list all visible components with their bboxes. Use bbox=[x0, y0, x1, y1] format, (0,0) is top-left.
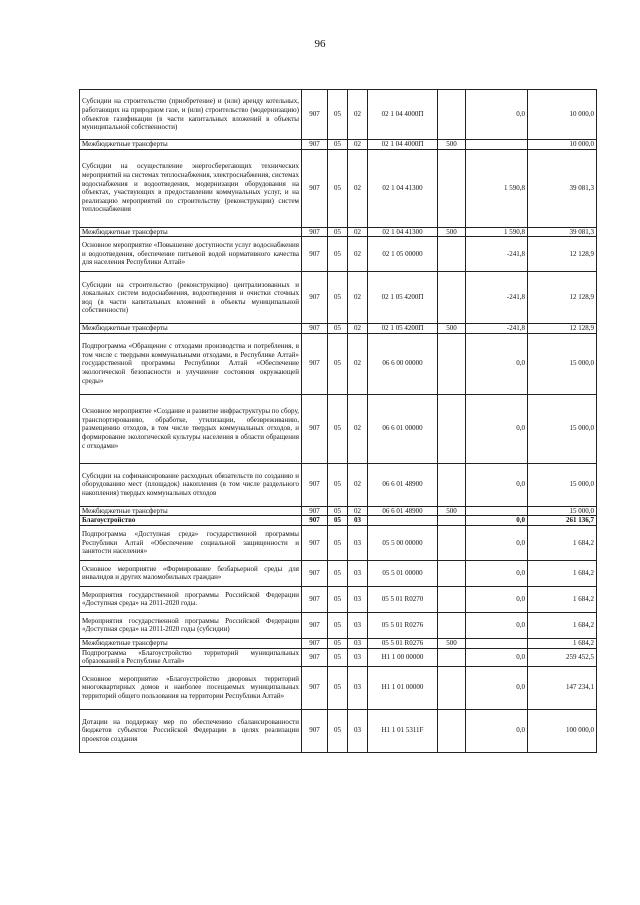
section-cell: 05 bbox=[328, 90, 348, 140]
section-cell: 05 bbox=[328, 666, 348, 709]
row-name-cell: Основное мероприятие «Формирование безбарьерной среды для инвалидов и других маломобильных граждан» bbox=[80, 560, 302, 586]
table-row bbox=[80, 638, 597, 648]
row-name-cell: Межбюджетные трансферты bbox=[80, 638, 302, 648]
amount-total-cell: 261 136,7 bbox=[528, 516, 597, 526]
row-name-cell: Субсидии на строительство (реконструкцию) централизованных и локальных систем водоснабжения, водоотведения и очистки сточных вод (в части капитальных вложений в объекты муниципальной собственности) bbox=[80, 272, 302, 324]
expense-type-cell bbox=[438, 648, 466, 666]
section-cell: 05 bbox=[328, 516, 348, 526]
amount-change-cell: 0,0 bbox=[466, 463, 528, 506]
target-article-cell: Н1 1 01 5311F bbox=[368, 709, 438, 752]
subsection-cell: 02 bbox=[348, 140, 368, 150]
amount-change-cell: -241,8 bbox=[466, 324, 528, 334]
expense-type-cell bbox=[438, 333, 466, 394]
row-name-cell: Субсидии на осуществление энергосберегающих технических мероприятий на системах теплоснабжения, электроснабжения, системах водоснабжения и водоотведения, модернизации оборудования на объектах, участвующих в предоставлении коммунальных услуг, и на реализацию мероприятий по строительству (реконструкции) систем теплоснабжения bbox=[80, 149, 302, 227]
section-cell: 05 bbox=[328, 394, 348, 463]
table-row bbox=[80, 612, 597, 638]
amount-total-cell: 12 128,9 bbox=[528, 324, 597, 334]
table-row bbox=[80, 525, 597, 560]
table-row bbox=[80, 272, 597, 324]
target-article-cell: 02 1 05 4200П bbox=[368, 272, 438, 324]
expense-type-cell bbox=[438, 237, 466, 272]
amount-change-cell bbox=[466, 506, 528, 516]
expense-type-cell bbox=[438, 272, 466, 324]
expense-type-cell: 500 bbox=[438, 140, 466, 150]
table-row bbox=[80, 394, 597, 463]
row-name-cell: Межбюджетные трансферты bbox=[80, 324, 302, 334]
row-name-cell: Межбюджетные трансферты bbox=[80, 227, 302, 237]
admin-code-cell: 907 bbox=[302, 648, 328, 666]
amount-change-cell: 0,0 bbox=[466, 648, 528, 666]
subsection-cell: 03 bbox=[348, 666, 368, 709]
section-cell: 05 bbox=[328, 525, 348, 560]
table-row bbox=[80, 227, 597, 237]
section-cell: 05 bbox=[328, 237, 348, 272]
expense-type-cell bbox=[438, 149, 466, 227]
expense-type-cell bbox=[438, 666, 466, 709]
amount-total-cell: 1 684,2 bbox=[528, 638, 597, 648]
amount-total-cell: 1 684,2 bbox=[528, 612, 597, 638]
table-row bbox=[80, 463, 597, 506]
amount-total-cell: 12 128,9 bbox=[528, 272, 597, 324]
admin-code-cell: 907 bbox=[302, 90, 328, 140]
subsection-cell: 02 bbox=[348, 227, 368, 237]
admin-code-cell: 907 bbox=[302, 586, 328, 612]
target-article-cell bbox=[368, 516, 438, 526]
expense-type-cell: 500 bbox=[438, 227, 466, 237]
table-row bbox=[80, 709, 597, 752]
amount-change-cell: -241,8 bbox=[466, 237, 528, 272]
amount-total-cell: 15 000,0 bbox=[528, 463, 597, 506]
table-row bbox=[80, 506, 597, 516]
section-cell: 05 bbox=[328, 586, 348, 612]
subsection-cell: 02 bbox=[348, 90, 368, 140]
amount-change-cell: -241,8 bbox=[466, 272, 528, 324]
row-name-cell: Основное мероприятие «Повышение доступности услуг водоснабжения и водоотведения, обеспечение питьевой водой нормативного качества для населения Республики Алтай» bbox=[80, 237, 302, 272]
admin-code-cell: 907 bbox=[302, 525, 328, 560]
subsection-cell: 02 bbox=[348, 506, 368, 516]
amount-change-cell: 0,0 bbox=[466, 560, 528, 586]
page-number: 96 bbox=[314, 38, 326, 50]
target-article-cell: 05 5 01 00000 bbox=[368, 560, 438, 586]
row-name-cell: Подпрограмма «Благоустройство территорий муниципальных образований в Республике Алтай» bbox=[80, 648, 302, 666]
row-name-cell: Подпрограмма «Обращение с отходами производства и потребления, в том числе с твердыми коммунальными отходами, в Республике Алтай» государственной программы Республики Алтай «Обеспечение экологической безопасности и улучшение состояния окружающей среды» bbox=[80, 333, 302, 394]
section-cell: 05 bbox=[328, 227, 348, 237]
amount-total-cell: 100 000,0 bbox=[528, 709, 597, 752]
table-row bbox=[80, 324, 597, 334]
target-article-cell: 02 1 04 4000П bbox=[368, 140, 438, 150]
row-name-cell: Благоустройство bbox=[80, 516, 302, 526]
section-cell: 05 bbox=[328, 560, 348, 586]
amount-total-cell: 39 081,3 bbox=[528, 149, 597, 227]
subsection-cell: 03 bbox=[348, 586, 368, 612]
admin-code-cell: 907 bbox=[302, 333, 328, 394]
table-row bbox=[80, 648, 597, 666]
amount-total-cell: 1 684,2 bbox=[528, 525, 597, 560]
subsection-cell: 03 bbox=[348, 648, 368, 666]
subsection-cell: 02 bbox=[348, 463, 368, 506]
amount-change-cell: 0,0 bbox=[466, 525, 528, 560]
amount-change-cell bbox=[466, 638, 528, 648]
expense-type-cell: 500 bbox=[438, 506, 466, 516]
admin-code-cell: 907 bbox=[302, 560, 328, 586]
subsection-cell: 02 bbox=[348, 394, 368, 463]
amount-change-cell bbox=[466, 140, 528, 150]
amount-change-cell: 0,0 bbox=[466, 586, 528, 612]
target-article-cell: 05 5 00 00000 bbox=[368, 525, 438, 560]
expense-type-cell bbox=[438, 516, 466, 526]
table-row bbox=[80, 149, 597, 227]
section-cell: 05 bbox=[328, 463, 348, 506]
amount-total-cell: 15 000,0 bbox=[528, 506, 597, 516]
target-article-cell: 06 6 01 00000 bbox=[368, 394, 438, 463]
admin-code-cell: 907 bbox=[302, 272, 328, 324]
row-name-cell: Дотации на поддержку мер по обеспечению сбалансированности бюджетов субъектов Российской Федерации в целях реализации проектов создания bbox=[80, 709, 302, 752]
section-cell: 05 bbox=[328, 612, 348, 638]
subsection-cell: 03 bbox=[348, 525, 368, 560]
amount-total-cell: 147 234,1 bbox=[528, 666, 597, 709]
budget-table bbox=[79, 89, 597, 753]
admin-code-cell: 907 bbox=[302, 516, 328, 526]
amount-total-cell: 10 000,0 bbox=[528, 90, 597, 140]
target-article-cell: 05 5 01 R0270 bbox=[368, 586, 438, 612]
table-row bbox=[80, 666, 597, 709]
admin-code-cell: 907 bbox=[302, 463, 328, 506]
section-cell: 05 bbox=[328, 149, 348, 227]
admin-code-cell: 907 bbox=[302, 394, 328, 463]
admin-code-cell: 907 bbox=[302, 506, 328, 516]
admin-code-cell: 907 bbox=[302, 237, 328, 272]
row-name-cell: Основное мероприятие «Благоустройство дворовых территорий многоквартирных домов и наиболее посещаемых муниципальных территорий общего пользования на территории Республики Алтай» bbox=[80, 666, 302, 709]
amount-total-cell: 259 452,5 bbox=[528, 648, 597, 666]
target-article-cell: Н1 1 01 00000 bbox=[368, 666, 438, 709]
amount-change-cell: 1 590,8 bbox=[466, 227, 528, 237]
row-name-cell: Мероприятия государственной программы Российской Федерации «Доступная среда» на 2011-2020 годы. bbox=[80, 586, 302, 612]
admin-code-cell: 907 bbox=[302, 149, 328, 227]
admin-code-cell: 907 bbox=[302, 612, 328, 638]
expense-type-cell bbox=[438, 709, 466, 752]
amount-total-cell: 1 684,2 bbox=[528, 560, 597, 586]
amount-total-cell: 15 000,0 bbox=[528, 333, 597, 394]
amount-total-cell: 10 000,0 bbox=[528, 140, 597, 150]
amount-change-cell: 0,0 bbox=[466, 516, 528, 526]
section-cell: 05 bbox=[328, 638, 348, 648]
amount-change-cell: 0,0 bbox=[466, 709, 528, 752]
target-article-cell: 02 1 04 41300 bbox=[368, 149, 438, 227]
table-row bbox=[80, 140, 597, 150]
expense-type-cell bbox=[438, 90, 466, 140]
admin-code-cell: 907 bbox=[302, 666, 328, 709]
expense-type-cell: 500 bbox=[438, 638, 466, 648]
admin-code-cell: 907 bbox=[302, 638, 328, 648]
amount-change-cell: 0,0 bbox=[466, 394, 528, 463]
target-article-cell: 02 1 04 4000П bbox=[368, 90, 438, 140]
amount-total-cell: 15 000,0 bbox=[528, 394, 597, 463]
subsection-cell: 03 bbox=[348, 638, 368, 648]
target-article-cell: 02 1 05 00000 bbox=[368, 237, 438, 272]
expense-type-cell: 500 bbox=[438, 324, 466, 334]
section-cell: 05 bbox=[328, 709, 348, 752]
row-name-cell: Субсидии на строительство (приобретение) и (или) аренду котельных, работающих на природном газе, и (или) строительство (модернизацию) объектов газификации (в части капитальных вложений в объекты муниципальной собственности) bbox=[80, 90, 302, 140]
row-name-cell: Межбюджетные трансферты bbox=[80, 506, 302, 516]
subsection-cell: 03 bbox=[348, 709, 368, 752]
admin-code-cell: 907 bbox=[302, 709, 328, 752]
amount-change-cell: 0,0 bbox=[466, 90, 528, 140]
amount-change-cell: 0,0 bbox=[466, 666, 528, 709]
table-row bbox=[80, 560, 597, 586]
section-cell: 05 bbox=[328, 333, 348, 394]
expense-type-cell bbox=[438, 525, 466, 560]
target-article-cell: Н1 1 00 00000 bbox=[368, 648, 438, 666]
amount-change-cell: 1 590,8 bbox=[466, 149, 528, 227]
amount-total-cell: 1 684,2 bbox=[528, 586, 597, 612]
expense-type-cell bbox=[438, 560, 466, 586]
subsection-cell: 02 bbox=[348, 149, 368, 227]
admin-code-cell: 907 bbox=[302, 227, 328, 237]
subsection-cell: 03 bbox=[348, 560, 368, 586]
target-article-cell: 02 1 04 41300 bbox=[368, 227, 438, 237]
expense-type-cell bbox=[438, 394, 466, 463]
row-name-cell: Подпрограмма «Доступная среда» государственной программы Республики Алтай «Обеспечение социальной защищенности и занятости населения» bbox=[80, 525, 302, 560]
target-article-cell: 05 5 01 R0276 bbox=[368, 612, 438, 638]
target-article-cell: 06 6 01 48900 bbox=[368, 506, 438, 516]
section-cell: 05 bbox=[328, 506, 348, 516]
target-article-cell: 06 6 00 00000 bbox=[368, 333, 438, 394]
expense-type-cell bbox=[438, 586, 466, 612]
row-name-cell: Мероприятия государственной программы Российской Федерации «Доступная среда» на 2011-2020 годы (субсидии) bbox=[80, 612, 302, 638]
target-article-cell: 05 5 01 R0276 bbox=[368, 638, 438, 648]
amount-change-cell: 0,0 bbox=[466, 612, 528, 638]
target-article-cell: 02 1 05 4200П bbox=[368, 324, 438, 334]
expense-type-cell bbox=[438, 612, 466, 638]
row-name-cell: Основное мероприятие «Создание и развитие инфраструктуры по сбору, транспортированию, обработке, утилизации, обезвреживанию, размещению отходов, в том числе твердых коммунальных отходов, и формирование экологической культуры населения в области обращения с отходами» bbox=[80, 394, 302, 463]
subsection-cell: 02 bbox=[348, 272, 368, 324]
section-cell: 05 bbox=[328, 648, 348, 666]
subsection-cell: 02 bbox=[348, 324, 368, 334]
subsection-cell: 02 bbox=[348, 237, 368, 272]
table-row bbox=[80, 90, 597, 140]
row-name-cell: Субсидии на софинансирование расходных обязательств по созданию и оборудованию мест (площадок) накопления (в том числе раздельного накопления) твердых коммунальных отходов bbox=[80, 463, 302, 506]
subsection-cell: 02 bbox=[348, 333, 368, 394]
section-cell: 05 bbox=[328, 140, 348, 150]
target-article-cell: 06 6 01 48900 bbox=[368, 463, 438, 506]
row-name-cell: Межбюджетные трансферты bbox=[80, 140, 302, 150]
table-row bbox=[80, 333, 597, 394]
table-row bbox=[80, 586, 597, 612]
table-row bbox=[80, 237, 597, 272]
amount-total-cell: 39 081,3 bbox=[528, 227, 597, 237]
section-cell: 05 bbox=[328, 324, 348, 334]
admin-code-cell: 907 bbox=[302, 140, 328, 150]
expense-type-cell bbox=[438, 463, 466, 506]
amount-change-cell: 0,0 bbox=[466, 333, 528, 394]
subsection-cell: 03 bbox=[348, 612, 368, 638]
section-cell: 05 bbox=[328, 272, 348, 324]
table-row bbox=[80, 516, 597, 526]
amount-total-cell: 12 128,9 bbox=[528, 237, 597, 272]
subsection-cell: 03 bbox=[348, 516, 368, 526]
admin-code-cell: 907 bbox=[302, 324, 328, 334]
